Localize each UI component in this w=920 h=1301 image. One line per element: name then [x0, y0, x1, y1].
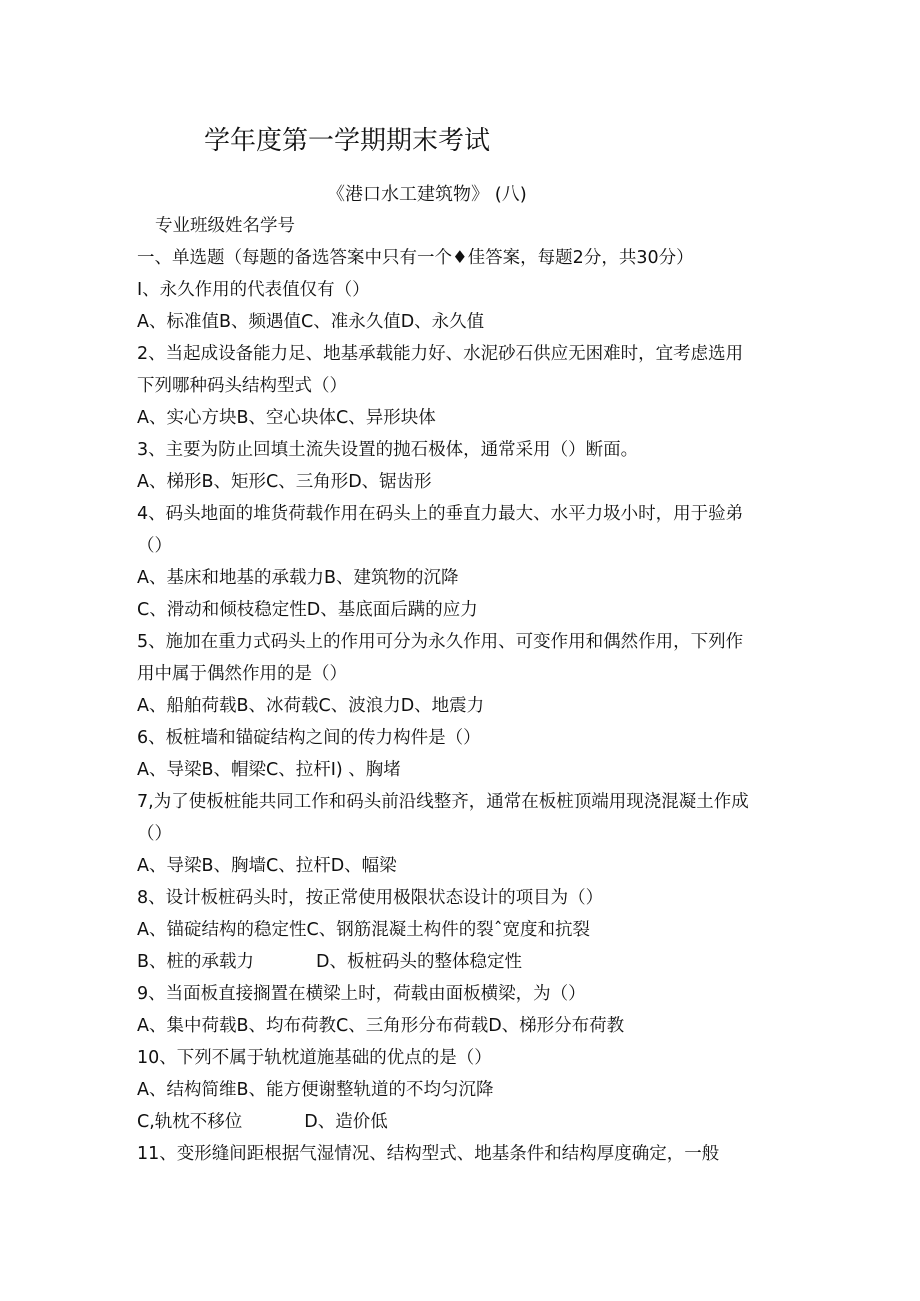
option-d: D、板桩码头的整体稳定性: [316, 952, 522, 972]
question-1-options: A、标准值B、频遇值C、准永久值D、永久值: [137, 312, 485, 332]
question-8: 8、设计板桩码头时，按正常使用极限状态设计的项目为（）: [137, 888, 604, 908]
option-b: B、桩的承载力: [137, 952, 255, 972]
question-7-options: A、导梁B、胸墙C、拉杆D、幅梁: [137, 856, 397, 876]
question-3-options: A、梯形B、矩形C、三角形D、锯齿形: [137, 472, 432, 492]
question-3: 3、主要为防止回填土流失设置的抛石极体，通常采用（）断面。: [137, 440, 639, 460]
question-5-options: A、船舶荷载B、冰荷载C、波浪力D、地震力: [137, 696, 485, 716]
question-9-options: A、集中荷载B、均布荷教C、三角形分布荷载D、梯形分布荷教: [137, 1016, 625, 1036]
question-8-options-b: [137, 950, 522, 974]
question-4-options-a: A、基床和地基的承载力B、建筑物的沉降: [137, 568, 459, 588]
question-6-options: A、导梁B、帽梁C、拉杆I) 、胸堵: [137, 760, 401, 780]
exam-title: 学年度第一学期期末考试: [204, 126, 491, 156]
question-10: 10、下列不属于轨枕道施基础的优点的是（）: [137, 1048, 492, 1068]
question-7: 7,为了使板桩能共同工作和码头前沿线整齐，通常在板桩顶端用现浇混凝土作成: [137, 792, 749, 812]
question-7-cont: （）: [137, 824, 172, 844]
question-4: 4、码头地面的堆货荷载作用在码头上的垂直力最大、水平力圾小时，用于验弟: [137, 504, 744, 524]
question-11: 11、变形缝间距根据气湿情况、结构型式、地基条件和结构厚度确定，一般: [137, 1144, 720, 1164]
question-10-options-c: [137, 1110, 388, 1134]
section-heading: 一、单选题（每题的备选答案中只有一个♦佳答案，每题2分，共30分）: [137, 248, 694, 268]
option-d: D、造价低: [304, 1112, 388, 1132]
question-10-options-a: A、结构简维B、能方便谢整轨道的不均匀沉降: [137, 1080, 494, 1100]
question-4-cont: （）: [137, 536, 172, 556]
question-2-cont: 下列哪种码头结构型式（）: [137, 376, 347, 396]
question-9: 9、当面板直接搁置在横梁上时，荷载由面板横梁，为（）: [137, 984, 586, 1004]
question-4-options-c: C、滑动和倾枝稳定性D、基底面后蹒的应力: [137, 600, 478, 620]
option-c: C,轨枕不移位: [137, 1112, 243, 1132]
course-subtitle: 《港口水工建筑物》 (八): [327, 184, 527, 205]
student-info-line: 专业班级姓名学号: [155, 216, 295, 236]
question-1: I、永久作用的代表值仅有（）: [137, 280, 370, 300]
question-5-cont: 用中属于偶然作用的是（）: [137, 664, 347, 684]
question-8-options-a: A、锚碇结构的稳定性C、钢筋混凝土构件的裂ˆ宽度和抗裂: [137, 920, 590, 940]
question-2-options: A、实心方块B、空心块体C、异形块体: [137, 408, 436, 428]
question-2: 2、当起成设备能力足、地基承载能力好、水泥砂石供应无困难时，宜考虑选用: [137, 344, 744, 364]
question-6: 6、板桩墙和锚碇结构之间的传力构件是（）: [137, 728, 481, 748]
question-5: 5、施加在重力式码头上的作用可分为永久作用、可变作用和偶然作用，下列作: [137, 632, 744, 652]
